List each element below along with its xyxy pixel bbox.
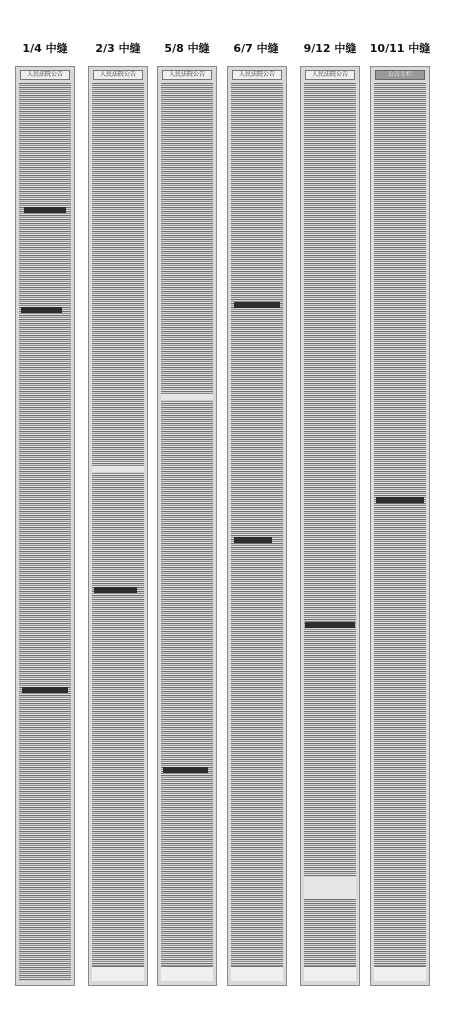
heading-bar <box>21 307 62 313</box>
heading-bar <box>305 622 355 628</box>
column-label-1: 1/4 中缝 <box>22 42 68 55</box>
page-strip-4 <box>227 66 287 986</box>
page-strip-1 <box>15 66 75 986</box>
strip-header-1: 人民法院公告 <box>20 70 70 80</box>
heading-bar <box>24 207 66 213</box>
heading-bar <box>234 537 272 543</box>
text-block-4 <box>231 83 283 981</box>
column-label-5: 9/12 中缝 <box>303 42 357 55</box>
footer-band <box>374 966 426 981</box>
page-strip-3 <box>157 66 217 986</box>
text-block-1 <box>19 83 71 981</box>
heading-bar <box>22 687 68 693</box>
page-strip-6 <box>370 66 430 986</box>
text-block-3 <box>161 83 213 981</box>
strip-header-4: 人民法院公告 <box>232 70 282 80</box>
strip-header-6: 公告专栏 <box>375 70 425 80</box>
column-label-4: 6/7 中缝 <box>233 42 279 55</box>
footer-band <box>304 966 356 981</box>
column-label-6: 10/11 中缝 <box>369 42 431 55</box>
page-strip-5 <box>300 66 360 986</box>
strip-header-3: 人民法院公告 <box>162 70 212 80</box>
footer-band <box>161 966 213 981</box>
text-block-6 <box>374 83 426 981</box>
footer-band <box>92 966 144 981</box>
gap-band <box>304 877 356 899</box>
heading-bar <box>163 767 208 773</box>
heading-bar <box>94 587 137 593</box>
footer-band <box>231 966 283 981</box>
page-strip-2 <box>88 66 148 986</box>
column-label-3: 5/8 中缝 <box>164 42 210 55</box>
strip-header-2: 人民法院公告 <box>93 70 143 80</box>
gap-band <box>92 467 144 472</box>
text-block-5 <box>304 83 356 981</box>
heading-bar <box>376 497 424 503</box>
gap-band <box>161 395 213 400</box>
column-label-2: 2/3 中缝 <box>95 42 141 55</box>
strip-header-5: 人民法院公告 <box>305 70 355 80</box>
text-block-2 <box>92 83 144 981</box>
heading-bar <box>234 302 280 308</box>
